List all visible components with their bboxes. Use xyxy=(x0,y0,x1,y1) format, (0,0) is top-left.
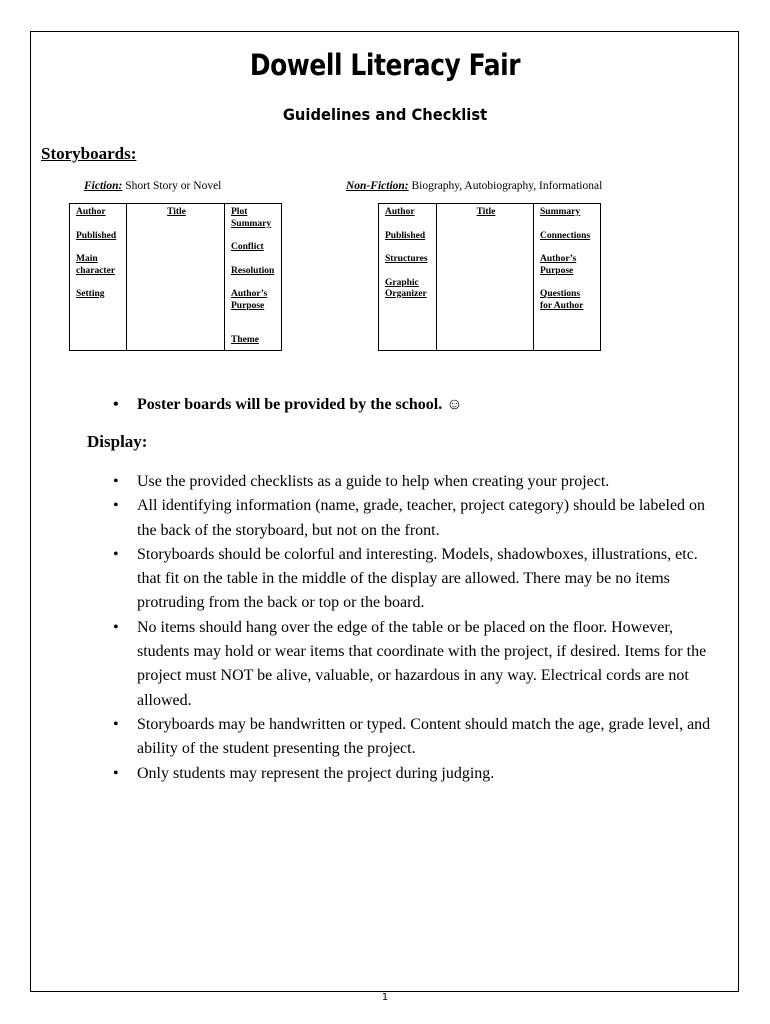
fiction-label: Fiction: xyxy=(84,180,123,192)
nonfiction-item-connections: Connections xyxy=(540,230,591,241)
fiction-item-main-character: Main character xyxy=(76,254,116,276)
bullet-icon: • xyxy=(113,473,119,490)
nonfiction-label: Non-Fiction: xyxy=(346,180,409,192)
list-item-text: Storyboards may be handwritten or typed. Content should match the age, grade level, and ability of the student presenting the project. xyxy=(137,715,711,758)
fiction-item-conflict: Conflict xyxy=(231,242,264,252)
fiction-item-resolution: Resolution xyxy=(231,265,275,276)
nonfiction-column-1 xyxy=(379,204,437,351)
nonfiction-item-authors-purpose: Author’s Purpose xyxy=(540,254,577,276)
list-item xyxy=(113,470,725,494)
storyboards-heading: Storyboards: xyxy=(41,144,137,163)
page-title: Dowell Literacy Fair xyxy=(249,48,521,82)
list-item-text: No items should hang over the edge of the table or be placed on the floor. However, students may hold or wear items that coordinate with the project, if desired. Items for the project must NOT be alive, valuable, or hazardous in any way. Electrical cords are not allowed. xyxy=(137,618,707,709)
nonfiction-item-published: Published xyxy=(385,230,426,241)
fiction-item-plot-summary: Plot Summary xyxy=(231,207,272,229)
fiction-column-3 xyxy=(225,204,282,351)
fiction-category xyxy=(84,180,221,192)
bullet-icon: • xyxy=(113,497,119,515)
nonfiction-category xyxy=(346,180,602,192)
list-item-text: Storyboards should be colorful and interesting. Models, shadowboxes, illustrations, etc. that fit on the table in the middle of the display are allowed. There may be no items protruding from the back or top or the board. xyxy=(137,545,698,612)
nonfiction-storyboard-table xyxy=(378,203,601,351)
nonfiction-item-graphic-organizer: Graphic Organizer xyxy=(385,277,427,299)
display-heading: Display: xyxy=(87,432,148,451)
nonfiction-item-questions-for-author: Questions for Author xyxy=(540,289,584,311)
bullet-icon: • xyxy=(113,715,119,733)
fiction-item-title: Title xyxy=(167,207,186,217)
bullet-icon: • xyxy=(113,396,119,413)
fiction-item-theme: Theme xyxy=(231,335,259,345)
fiction-item-author: Author xyxy=(76,207,106,217)
bullet-icon: • xyxy=(113,545,119,563)
poster-note-text: Poster boards will be provided by the school. ☺ xyxy=(137,396,463,413)
page-subtitle: Guidelines and Checklist xyxy=(282,105,488,124)
fiction-item-authors-purpose: Author’s Purpose xyxy=(231,289,268,311)
page-number: 1 xyxy=(381,992,389,1003)
fiction-storyboard-table xyxy=(69,203,282,351)
display-guidelines-list xyxy=(113,470,725,786)
list-item xyxy=(113,543,725,616)
nonfiction-description: Biography, Autobiography, Informational xyxy=(408,180,603,192)
nonfiction-item-summary: Summary xyxy=(540,207,581,217)
poster-note xyxy=(113,396,463,414)
fiction-description: Short Story or Novel xyxy=(122,180,222,192)
list-item-text: All identifying information (name, grade, teacher, project category) should be labeled on the back of the storyboard, but not on the front. xyxy=(137,497,706,539)
nonfiction-item-author: Author xyxy=(385,207,415,217)
fiction-item-setting: Setting xyxy=(76,289,105,299)
nonfiction-item-title: Title xyxy=(476,207,496,217)
list-item-text: Only students may represent the project during judging. xyxy=(137,764,495,782)
list-item xyxy=(113,713,725,762)
bullet-icon: • xyxy=(113,764,119,782)
list-item xyxy=(113,762,725,786)
list-item-text: Use the provided checklists as a guide to help when creating your project. xyxy=(137,473,610,490)
fiction-column-2 xyxy=(127,204,225,351)
nonfiction-column-3 xyxy=(534,204,601,351)
nonfiction-column-2 xyxy=(437,204,534,351)
nonfiction-item-structures: Structures xyxy=(385,254,428,264)
fiction-column-1 xyxy=(70,204,127,351)
bullet-icon: • xyxy=(113,618,119,636)
list-item xyxy=(113,494,725,543)
fiction-item-published: Published xyxy=(76,230,117,241)
list-item xyxy=(113,616,725,713)
